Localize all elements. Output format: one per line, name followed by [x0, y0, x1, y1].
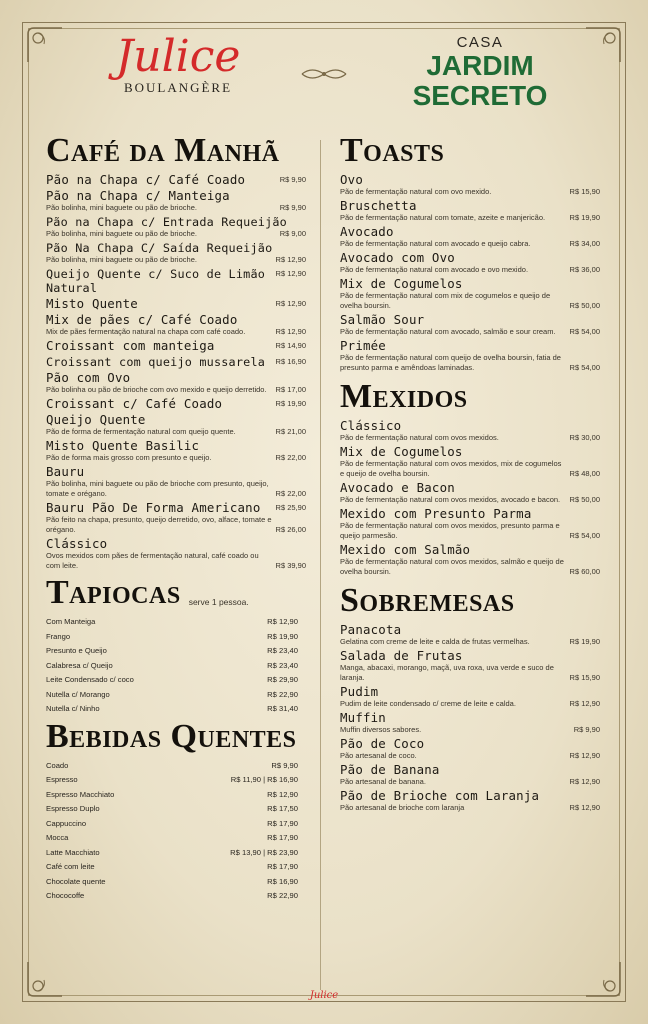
item-name: Croissant com manteiga — [46, 338, 215, 353]
item-name: Pão na Chapa c/ Café Coado — [46, 172, 246, 187]
item-name: Com Manteiga — [46, 617, 96, 626]
item-description: Pão de fermentação natural com avocado e ovo mexido. — [340, 265, 529, 274]
item-name: Coado — [46, 760, 69, 770]
item-price: R$ 17,90 — [267, 862, 298, 871]
item-name: Chocolate quente — [46, 876, 106, 886]
item-price: R$ 9,90 — [279, 203, 306, 212]
menu-item — [46, 297, 306, 311]
item-description: Mix de pães fermentação natural na chapa com café coado. — [46, 327, 246, 336]
item-price: R$ 26,00 — [275, 525, 306, 534]
item-price: R$ 22,90 — [267, 891, 298, 900]
item-description: Pão bolinha, mini baguete ou pão de brioche com presunto, queijo, tomate e orégano. — [46, 479, 269, 498]
item-price: R$ 14,90 — [275, 341, 306, 350]
toasts-list — [340, 173, 600, 373]
item-price: R$ 12,90 — [267, 617, 298, 626]
item-price: R$ 12,90 — [275, 327, 306, 336]
item-name: Mocca — [46, 833, 69, 842]
item-name: Queijo Quente — [46, 412, 146, 427]
item-price: R$ 17,00 — [275, 385, 306, 394]
item-description: Gelatina com creme de leite e calda de frutas vermelhas. — [340, 637, 530, 646]
list-item — [46, 688, 306, 703]
item-price: R$ 15,90 — [569, 187, 600, 196]
menu-item — [340, 419, 600, 443]
item-price: R$ 34,00 — [569, 239, 600, 248]
item-price: R$ 17,50 — [267, 804, 298, 813]
item-name: Espresso — [46, 775, 78, 784]
item-name: Nutella c/ Morango — [46, 689, 110, 699]
section-title-mexidos: Mexidos — [340, 378, 468, 415]
item-name: Pão de Banana — [340, 762, 440, 777]
menu-item — [46, 241, 306, 265]
item-price: R$ 19,90 — [267, 631, 298, 641]
menu-item — [340, 789, 600, 813]
menu-item — [340, 543, 600, 577]
item-price: R$ 23,40 — [267, 646, 298, 655]
item-price: R$ 13,90 | R$ 23,90 — [230, 847, 298, 857]
item-price: R$ 12,90 — [267, 789, 298, 799]
julice-wordmark: Julice — [115, 31, 241, 82]
item-price: R$ 19,90 — [569, 213, 600, 222]
item-name: Panacota — [340, 622, 402, 637]
section-title-bebidas: Bebidas Quentes — [46, 717, 297, 755]
item-name: Frango — [46, 631, 71, 641]
item-name: Espresso Duplo — [46, 804, 100, 813]
item-price: R$ 50,00 — [569, 301, 600, 310]
item-price: R$ 22,00 — [275, 489, 306, 498]
item-name: Pão de Coco — [340, 736, 425, 751]
item-name: Salada de Frutas — [340, 648, 463, 663]
item-description: Pão artesanal de brioche com laranja — [340, 803, 465, 812]
mexidos-list — [340, 419, 600, 577]
item-price: R$ 54,00 — [569, 531, 600, 540]
item-price: R$ 12,90 — [569, 777, 600, 786]
list-item — [46, 773, 306, 788]
list-item — [46, 615, 306, 630]
item-name: Mix de Cogumelos — [340, 444, 463, 459]
item-description: Pão de fermentação natural com ovos mexidos, presunto parma e queijo parmesão. — [340, 521, 560, 540]
list-item — [46, 846, 306, 861]
item-name: Croissant c/ Café Coado — [46, 396, 223, 411]
sobremesas-list — [340, 623, 600, 813]
menu-item — [46, 339, 306, 353]
item-price: R$ 12,90 — [275, 269, 306, 278]
item-price-alt: R$ 25,90 — [275, 503, 306, 512]
section-title-sobremesas: Sobremesas — [340, 582, 515, 619]
list-item — [46, 759, 306, 774]
item-name: Mexido com Salmão — [340, 542, 471, 557]
flourish-ornament-icon — [300, 64, 348, 84]
julice-logo — [88, 31, 268, 96]
item-description: Pão de forma mais grosso com presunto e queijo. — [46, 453, 212, 462]
item-name: Salmão Sour — [340, 312, 425, 327]
item-price: R$ 19,90 — [569, 637, 600, 646]
item-price: R$ 22,00 — [275, 453, 306, 462]
item-description: Pão feito na chapa, presunto, queijo derretido, ovo, alface, tomate e orégano. — [46, 515, 272, 534]
menu-item — [340, 277, 600, 311]
item-name: Presunto e Queijo — [46, 646, 107, 655]
menu-item — [46, 173, 306, 187]
item-description: Pão de fermentação natural com ovo mexido. — [340, 187, 492, 196]
item-name: Pudim — [340, 684, 379, 699]
jardim-secreto-logo — [380, 34, 580, 111]
section-title-toasts: Toasts — [340, 132, 445, 169]
menu-item — [340, 445, 600, 479]
item-name: Primée — [340, 338, 386, 353]
bebidas-list — [46, 759, 306, 904]
item-name: Avocado — [340, 224, 394, 239]
menu-item — [46, 313, 306, 337]
tapiocas-list — [46, 615, 306, 717]
corner-ornament-icon — [582, 958, 624, 1000]
item-price: R$ 12,90 — [569, 803, 600, 812]
item-name: Pão na Chapa c/ Manteiga — [46, 188, 230, 203]
julice-signature: Julice — [309, 990, 339, 1001]
item-description: Muffin diversos sabores. — [340, 725, 422, 734]
item-price: R$ 9,90 — [271, 760, 298, 770]
item-price: R$ 22,90 — [267, 689, 298, 699]
item-name: Clássico — [340, 418, 402, 433]
section-title-cafe: Café da Manhã — [46, 132, 280, 169]
item-description: Pão bolinha ou pão de brioche com ovo mexido e queijo derretido. — [46, 385, 267, 394]
item-name: Pão na Chapa c/ Entrada Requeijão — [46, 215, 287, 229]
item-price: R$ 54,00 — [569, 327, 600, 336]
left-column — [46, 133, 306, 904]
item-name: Mexido com Presunto Parma — [340, 506, 532, 521]
list-item — [46, 673, 306, 688]
menu-item — [46, 537, 306, 571]
item-description: Pão de fermentação natural com ovos mexidos, salmão e queijo de ovelha boursin. — [340, 557, 564, 576]
item-price: R$ 9,90 — [279, 175, 306, 184]
menu-item — [46, 267, 306, 295]
menu-item — [340, 649, 600, 683]
item-name: Calabresa c/ Queijo — [46, 660, 113, 670]
item-name: Avocado e Bacon — [340, 480, 455, 495]
item-price: R$ 17,90 — [267, 818, 298, 828]
list-item — [46, 788, 306, 803]
item-name: Chococoffe — [46, 891, 85, 900]
menu-item — [340, 685, 600, 709]
item-price: R$ 15,90 — [569, 673, 600, 682]
menu-item — [340, 225, 600, 249]
item-name: Cappuccino — [46, 818, 87, 828]
menu-item — [46, 371, 306, 395]
item-description: Pão de fermentação natural com ovos mexidos. — [340, 433, 499, 442]
item-name: Pão de Brioche com Laranja — [340, 788, 540, 803]
item-name: Misto Quente Basilic — [46, 438, 200, 453]
menu-item — [340, 251, 600, 275]
item-name: Latte Macchiato — [46, 847, 100, 857]
item-description: Pão de fermentação natural com tomate, azeite e manjericão. — [340, 213, 546, 222]
item-description: Pão de fermentação natural com ovos mexidos, mix de cogumelos e queijo de ovelha boursin. — [340, 459, 562, 478]
list-item — [46, 831, 306, 846]
list-item — [46, 860, 306, 875]
item-name: Croissant com queijo mussarela — [46, 355, 266, 369]
boulangere-text: BOULANGÈRE — [123, 80, 233, 95]
cafe-list — [46, 173, 306, 571]
menu-item — [340, 199, 600, 223]
item-price: R$ 12,90 — [569, 699, 600, 708]
corner-ornament-icon — [24, 24, 66, 66]
item-name: Bruschetta — [340, 198, 417, 213]
item-price: R$ 21,00 — [275, 427, 306, 436]
item-price: R$ 12,90 — [275, 255, 306, 264]
menu-item — [340, 339, 600, 373]
menu-item — [340, 313, 600, 337]
item-price: R$ 16,90 — [267, 876, 298, 886]
item-name: Bauru Pão De Forma Americano — [46, 500, 261, 515]
item-description: Pão artesanal de banana. — [340, 777, 426, 786]
item-name: Mix de Cogumelos — [340, 276, 463, 291]
column-divider — [320, 140, 321, 990]
list-item — [46, 644, 306, 659]
item-description: Pão de fermentação natural com ovos mexidos, avocado e bacon. — [340, 495, 561, 504]
list-item — [46, 802, 306, 817]
section-title-tapiocas: Tapiocas — [46, 574, 181, 611]
menu-item — [46, 413, 306, 437]
menu-item — [340, 763, 600, 787]
item-name: Misto Quente — [46, 296, 138, 311]
menu-item — [46, 465, 306, 499]
item-price: R$ 30,00 — [569, 433, 600, 442]
list-item — [46, 659, 306, 674]
menu-item — [46, 501, 306, 535]
menu-item — [340, 737, 600, 761]
menu-item — [46, 215, 306, 239]
item-price: R$ 9,00 — [279, 229, 306, 238]
item-price: R$ 9,90 — [573, 725, 600, 734]
item-price: R$ 12,90 — [275, 299, 306, 308]
menu-item — [46, 439, 306, 463]
item-description: Manga, abacaxi, morango, maçã, uva roxa, uva verde e suco de laranja. — [340, 663, 554, 682]
list-item — [46, 702, 306, 717]
item-description: Pão bolinha, mini baguete ou pão de brioche. — [46, 203, 197, 212]
list-item — [46, 889, 306, 904]
item-name: Pão Na Chapa C/ Saída Requeijão — [46, 241, 273, 255]
item-price: R$ 36,00 — [569, 265, 600, 274]
item-description: Pão de forma de fermentação natural com queijo quente. — [46, 427, 236, 436]
list-item — [46, 875, 306, 890]
menu-item — [340, 507, 600, 541]
item-description: Pão de fermentação natural com avocado, salmão e sour cream. — [340, 327, 556, 336]
menu-item — [46, 397, 306, 411]
menu-item — [340, 173, 600, 197]
item-description: Pão artesanal de coco. — [340, 751, 417, 760]
right-column — [340, 133, 600, 815]
item-price: R$ 23,40 — [267, 660, 298, 670]
item-name: Ovo — [340, 172, 363, 187]
menu-item — [340, 481, 600, 505]
item-name: Mix de pães c/ Café Coado — [46, 312, 238, 327]
item-price: R$ 17,90 — [267, 833, 298, 842]
item-name: Avocado com Ovo — [340, 250, 455, 265]
item-price: R$ 12,90 — [569, 751, 600, 760]
item-description: Pão de fermentação natural com queijo de ovelha boursin, fatia de presunto parma e amêndoas laminadas. — [340, 353, 561, 372]
menu-item — [46, 189, 306, 213]
item-description: Pudim de leite condensado c/ creme de leite e calda. — [340, 699, 516, 708]
item-description: Ovos mexidos com pães de fermentação natural, café coado ou com leite. — [46, 551, 259, 570]
item-description: Pão bolinha, mini baguete ou pão de brioche. — [46, 255, 197, 264]
menu-item — [340, 623, 600, 647]
item-description: Pão de fermentação natural com avocado e queijo cabra. — [340, 239, 531, 248]
item-price: R$ 16,90 — [275, 357, 306, 366]
secreto-text: SECRETO — [412, 80, 548, 111]
item-price: R$ 39,90 — [275, 561, 306, 570]
item-description: Pão bolinha, mini baguete ou pão de brioche. — [46, 229, 197, 238]
menu-item — [46, 355, 306, 369]
item-price: R$ 29,90 — [267, 675, 298, 684]
list-item — [46, 630, 306, 645]
item-price: R$ 54,00 — [569, 363, 600, 372]
item-price: R$ 60,00 — [569, 567, 600, 576]
item-price: R$ 48,00 — [569, 469, 600, 478]
corner-ornament-icon — [24, 958, 66, 1000]
menu-item — [340, 711, 600, 735]
item-price: R$ 19,90 — [275, 399, 306, 408]
item-price: R$ 31,40 — [267, 704, 298, 713]
casa-text: CASA — [456, 34, 504, 51]
tapiocas-note: serve 1 pessoa. — [188, 597, 249, 607]
corner-ornament-icon — [582, 24, 624, 66]
item-name: Queijo Quente c/ Suco de Limão Natural — [46, 267, 266, 295]
item-name: Leite Condensado c/ coco — [46, 675, 134, 684]
item-name: Nutella c/ Ninho — [46, 704, 100, 713]
list-item — [46, 817, 306, 832]
item-name: Café com leite — [46, 862, 95, 871]
item-name: Espresso Macchiato — [46, 789, 115, 799]
item-name: Pão com Ovo — [46, 370, 131, 385]
item-name: Bauru — [46, 464, 85, 479]
item-name: Muffin — [340, 710, 386, 725]
jardim-text: JARDIM — [426, 50, 534, 81]
item-price: R$ 50,00 — [569, 495, 600, 504]
item-description: Pão de fermentação natural com mix de cogumelos e queijo de ovelha boursin. — [340, 291, 551, 310]
item-price: R$ 11,90 | R$ 16,90 — [230, 775, 298, 784]
item-name: Clássico — [46, 536, 108, 551]
